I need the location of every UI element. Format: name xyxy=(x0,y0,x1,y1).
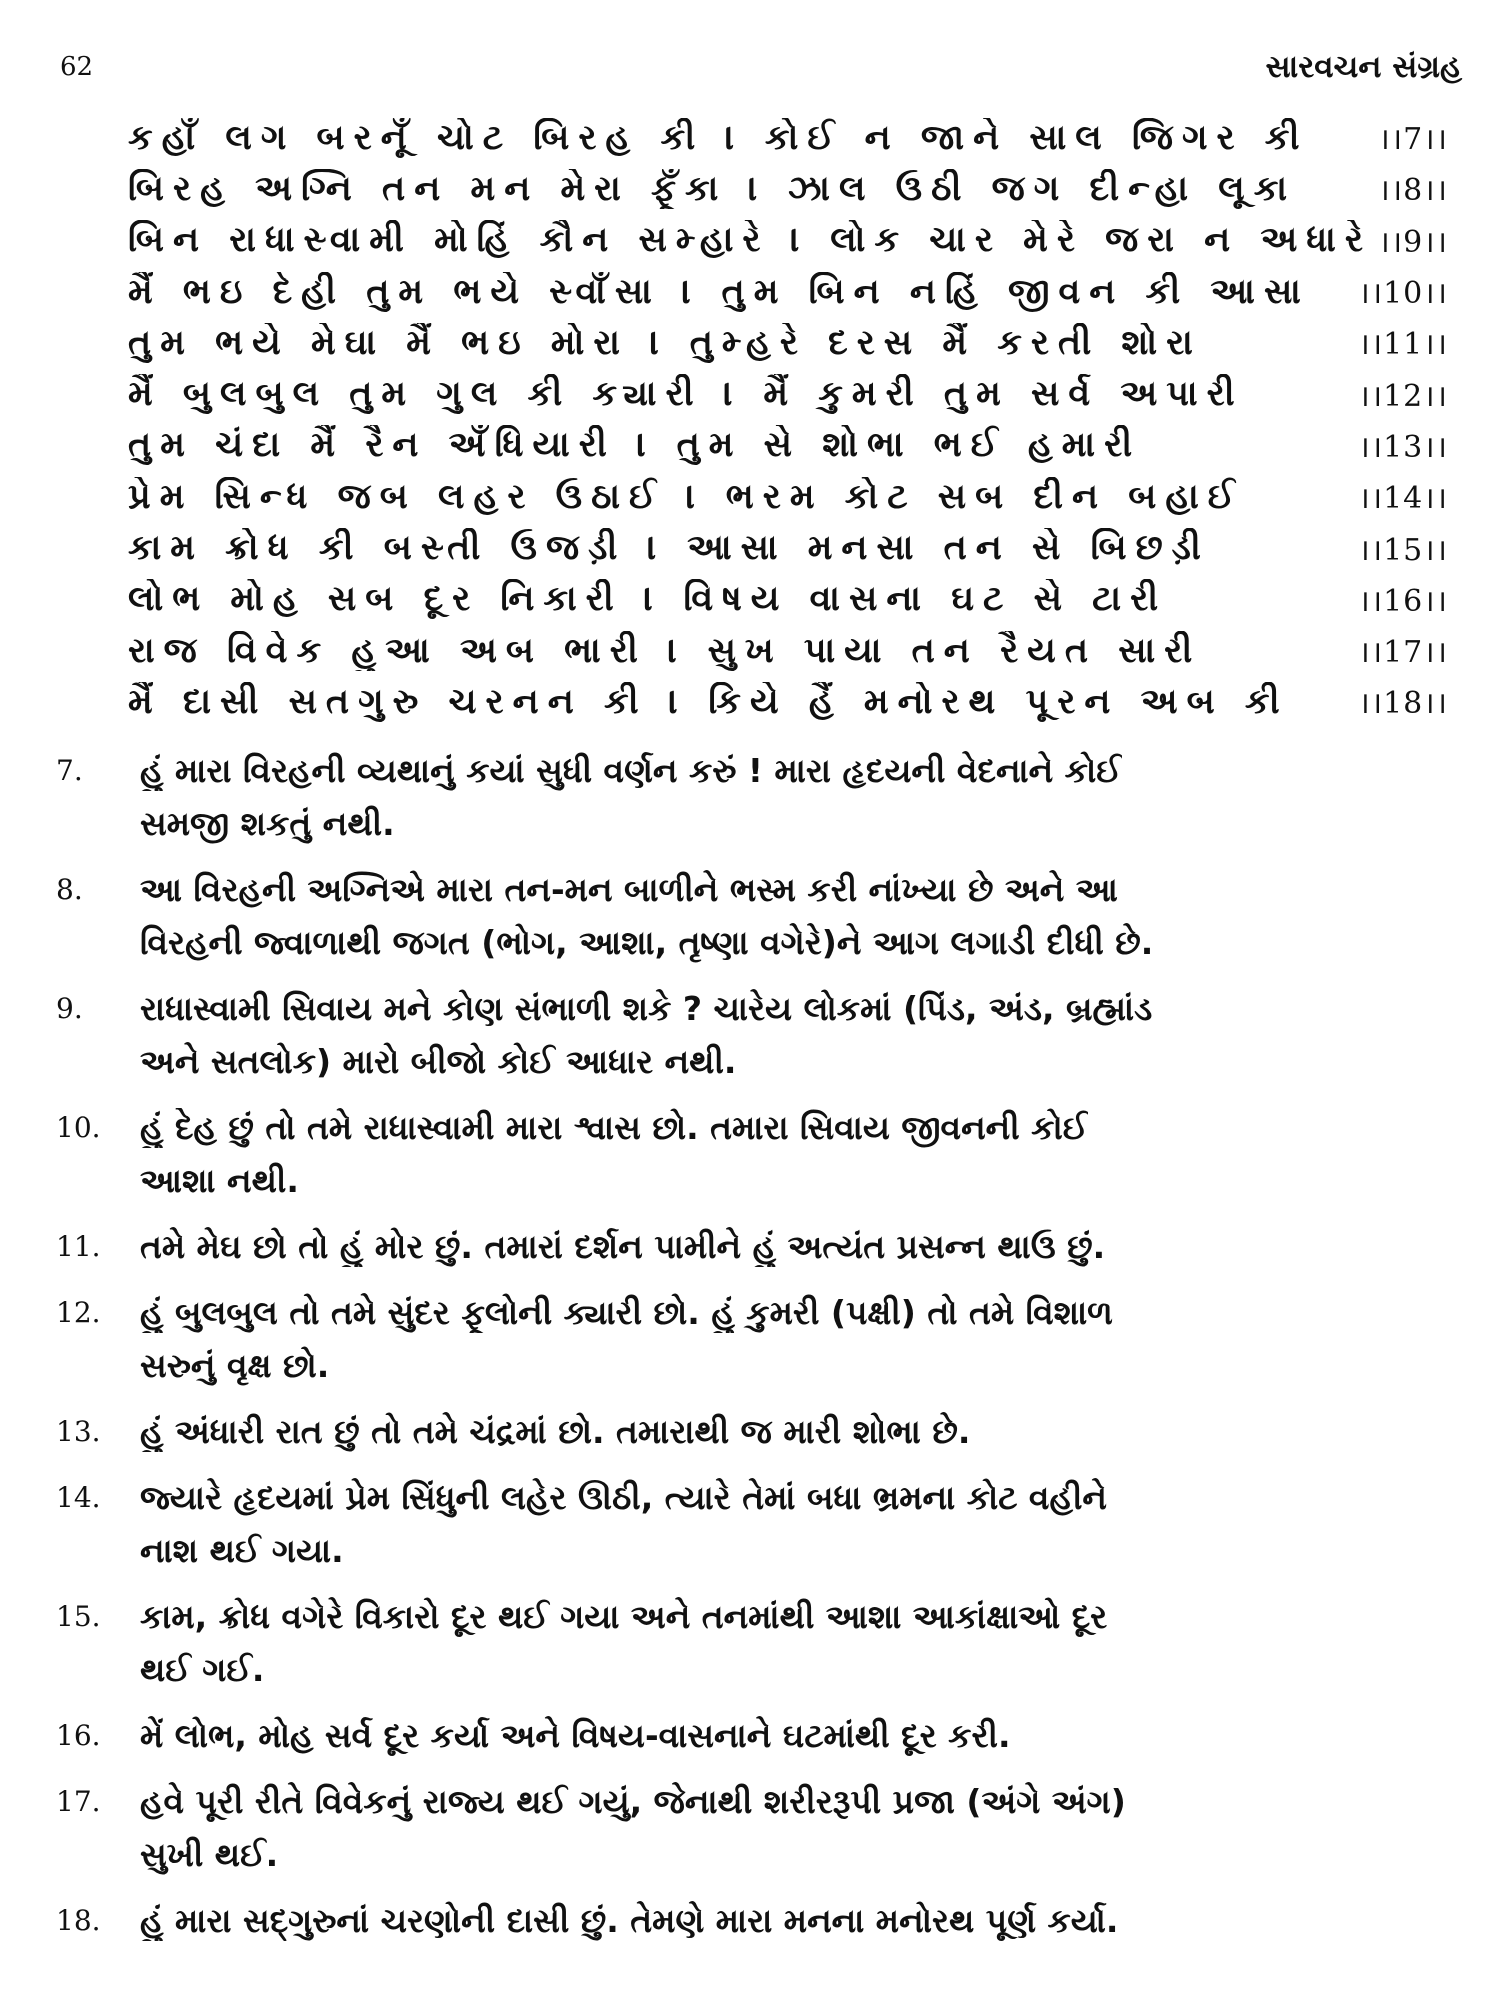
meaning-line xyxy=(56,1471,1476,1524)
verse-line xyxy=(128,112,1448,163)
meaning-line xyxy=(56,797,1476,850)
meaning-item xyxy=(56,1220,1476,1273)
meaning-item xyxy=(56,1471,1476,1577)
meaning-item xyxy=(56,1709,1476,1762)
meaning-number: 15. xyxy=(56,1600,101,1633)
meaning-text: આશા નથી. xyxy=(140,1160,299,1200)
verse-number: ।।12।। xyxy=(1358,378,1448,414)
meaning-line xyxy=(56,744,1476,797)
running-title: સારવચન સંગ્રહ xyxy=(1265,48,1462,85)
verse-text: બિરહ અગ્નિ તન મન મેરા ફૂઁકા । ઝાલ ઉઠી જગ દીન્હા લૂકા xyxy=(128,168,1297,209)
verse-number: ।।17।। xyxy=(1358,635,1448,671)
meaning-text: સરુનું વૃક્ષ છો. xyxy=(140,1345,330,1385)
meaning-text: હું મારા સદ્ગુરુનાં ચરણોની દાસી છું. તેમણે મારા મનના મનોરથ પૂર્ણ કર્યા. xyxy=(140,1900,1119,1940)
verse-text: તુમ ચંદા મૈં રૈન અઁધિયારી । તુમ સે શોભા ભઈ હમારી xyxy=(128,425,1142,466)
verse-number: ।।15।। xyxy=(1358,532,1448,568)
meaning-line xyxy=(56,863,1476,916)
meaning-number: 11. xyxy=(56,1230,101,1263)
meaning-text: જ્યારે હૃદયમાં પ્રેમ સિંધુની લહેર ઊઠી, ત્યારે તેમાં બધા ભ્રમના કોટ વહીને xyxy=(140,1477,1107,1517)
meaning-number: 13. xyxy=(56,1415,101,1448)
page-header xyxy=(60,42,1462,92)
meaning-line xyxy=(56,1894,1476,1947)
meaning-block xyxy=(56,744,1476,1960)
meaning-line xyxy=(56,1709,1476,1762)
meaning-line xyxy=(56,916,1476,969)
meaning-number: 12. xyxy=(56,1296,101,1329)
meaning-line xyxy=(56,1643,1476,1696)
verse-text: મૈં ભઇ દેહી તુમ ભયે સ્વાઁસા । તુમ બિન નહિં જીવન કી આસા xyxy=(128,271,1310,312)
meaning-number: 8. xyxy=(56,873,83,906)
verse-number: ।।11।। xyxy=(1358,327,1448,363)
meaning-item xyxy=(56,1590,1476,1696)
meaning-number: 10. xyxy=(56,1111,101,1144)
verse-number: ।।7।। xyxy=(1378,122,1448,158)
meaning-line xyxy=(56,1339,1476,1392)
verse-line xyxy=(128,317,1448,368)
verse-number: ।।14।। xyxy=(1358,481,1448,517)
meaning-text: અને સતલોક) મારો બીજો કોઈ આધાર નથી. xyxy=(140,1041,737,1081)
verse-text: કામ ક્રોધ કી બસ્તી ઉજડ઼ી । આસા મનસા તન સે બિછડ઼ી xyxy=(128,528,1210,569)
verse-text: તુમ ભયે મેઘા મૈં ભઇ મોરા । તુમ્હરે દરસ મૈં કરતી શોરા xyxy=(128,322,1202,363)
verse-text: મૈં બુલબુલ તુમ ગુલ કી ક્યારી । મૈં કુમરી તુમ સર્વ અપારી xyxy=(128,374,1244,415)
meaning-number: 14. xyxy=(56,1481,101,1514)
meaning-line xyxy=(56,1101,1476,1154)
verse-line xyxy=(128,625,1448,676)
meaning-item xyxy=(56,1775,1476,1881)
page-number: 62 xyxy=(60,52,94,82)
verse-block xyxy=(128,112,1448,728)
meaning-text: હું અંધારી રાત છું તો તમે ચંદ્રમાં છો. તમારાથી જ મારી શોભા છે. xyxy=(140,1411,971,1451)
meaning-number: 17. xyxy=(56,1785,101,1818)
verse-number: ।।13।। xyxy=(1358,429,1448,465)
meaning-number: 18. xyxy=(56,1904,101,1937)
verse-text: લોભ મોહ સબ દૂર નિકારી । વિષય વાસના ઘટ સે ટારી xyxy=(128,579,1168,620)
verse-text: બિન રાધાસ્વામી મોહિં કૌન સમ્હારે । લોક ચાર મેરે જરા ન અધારે xyxy=(128,220,1372,261)
meaning-item xyxy=(56,863,1476,969)
verse-line xyxy=(128,471,1448,522)
meaning-line xyxy=(56,1154,1476,1207)
meaning-text: કામ, ક્રોધ વગેરે વિકારો દૂર થઈ ગયા અને તનમાંથી આશા આકાંક્ષાઓ દૂર xyxy=(140,1596,1108,1636)
verse-number: ।।8।। xyxy=(1378,173,1448,209)
meaning-text: સમજી શકતું નથી. xyxy=(140,803,395,843)
verse-number: ।।16।। xyxy=(1358,583,1448,619)
meaning-line xyxy=(56,1775,1476,1828)
verse-line xyxy=(128,215,1448,266)
meaning-item xyxy=(56,744,1476,850)
verse-line xyxy=(128,368,1448,419)
verse-text: પ્રેમ સિન્ધ જબ લહર ઉઠાઈ । ભરમ કોટ સબ દીન બહાઈ xyxy=(128,476,1244,517)
meaning-text: મેં લોભ, મોહ સર્વ દૂર કર્યા અને વિષય-વાસનાને ઘટમાંથી દૂર કરી. xyxy=(140,1715,1011,1755)
verse-line xyxy=(128,163,1448,214)
verse-line xyxy=(128,574,1448,625)
meaning-text: આ વિરહની અગ્નિએ મારા તન-મન બાળીને ભસ્મ કરી નાંખ્યા છે અને આ xyxy=(140,869,1118,909)
verse-text: કહાઁ લગ બરનૂઁ ચોટ બિરહ કી । કોઈ ન જાને સાલ જિગર કી xyxy=(128,117,1309,158)
meaning-item xyxy=(56,1286,1476,1392)
meaning-line xyxy=(56,1590,1476,1643)
verse-text: મૈં દાસી સતગુરુ ચરનન કી । કિયે હૈં મનોરથ પૂરન અબ કી xyxy=(128,681,1289,722)
verse-text: રાજ વિવેક હુઆ અબ ભારી । સુખ પાયા તન રૈયત સારી xyxy=(128,630,1202,671)
meaning-line xyxy=(56,1828,1476,1881)
verse-line xyxy=(128,420,1448,471)
meaning-line xyxy=(56,1035,1476,1088)
verse-number: ।।9।। xyxy=(1378,224,1448,260)
meaning-line xyxy=(56,1220,1476,1273)
meaning-line xyxy=(56,1286,1476,1339)
meaning-line xyxy=(56,1524,1476,1577)
verse-number: ।।10।। xyxy=(1358,276,1448,312)
meaning-text: સુખી થઈ. xyxy=(140,1834,279,1874)
meaning-item xyxy=(56,1101,1476,1207)
meaning-text: હવે પૂરી રીતે વિવેકનું રાજ્ય થઈ ગયું, જેનાથી શરીરરૂપી પ્રજા (અંગે અંગ) xyxy=(140,1781,1126,1821)
meaning-text: વિરહની જ્વાળાથી જગત (ભોગ, આશા, તૃષ્ણા વગેરે)ને આગ લગાડી દીધી છે. xyxy=(140,922,1154,962)
meaning-text: હું દેહ છું તો તમે રાધાસ્વામી મારા શ્વાસ છો. તમારા સિવાય જીવનની કોઈ xyxy=(140,1107,1089,1147)
meaning-item xyxy=(56,982,1476,1088)
verse-line xyxy=(128,676,1448,727)
meaning-text: હું મારા વિરહની વ્યથાનું કયાં સુધી વર્ણન કરું ! મારા હૃદયની વેદનાને કોઈ xyxy=(140,750,1122,790)
meaning-item xyxy=(56,1405,1476,1458)
verse-line xyxy=(128,522,1448,573)
meaning-text: હું બુલબુલ તો તમે સુંદર ફૂલોની ક્યારી છો. હું કુમરી (પક્ષી) તો તમે વિશાળ xyxy=(140,1292,1113,1332)
meaning-number: 9. xyxy=(56,992,83,1025)
meaning-number: 7. xyxy=(56,754,83,787)
verse-line xyxy=(128,266,1448,317)
meaning-text: નાશ થઈ ગયા. xyxy=(140,1530,344,1570)
meaning-number: 16. xyxy=(56,1719,101,1752)
meaning-text: થઈ ગઈ. xyxy=(140,1649,265,1689)
meaning-text: રાધાસ્વામી સિવાય મને કોણ સંભાળી શકે ? ચારેય લોકમાં (પિંડ, અંડ, બ્રહ્માંડ xyxy=(140,988,1153,1028)
meaning-text: તમે મેઘ છો તો હું મોર છું. તમારાં દર્શન પામીને હું અત્યંત પ્રસન્ન થાઉં છું. xyxy=(140,1226,1106,1266)
meaning-line xyxy=(56,1405,1476,1458)
meaning-item xyxy=(56,1894,1476,1947)
meaning-line xyxy=(56,982,1476,1035)
verse-number: ।।18।। xyxy=(1358,686,1448,722)
